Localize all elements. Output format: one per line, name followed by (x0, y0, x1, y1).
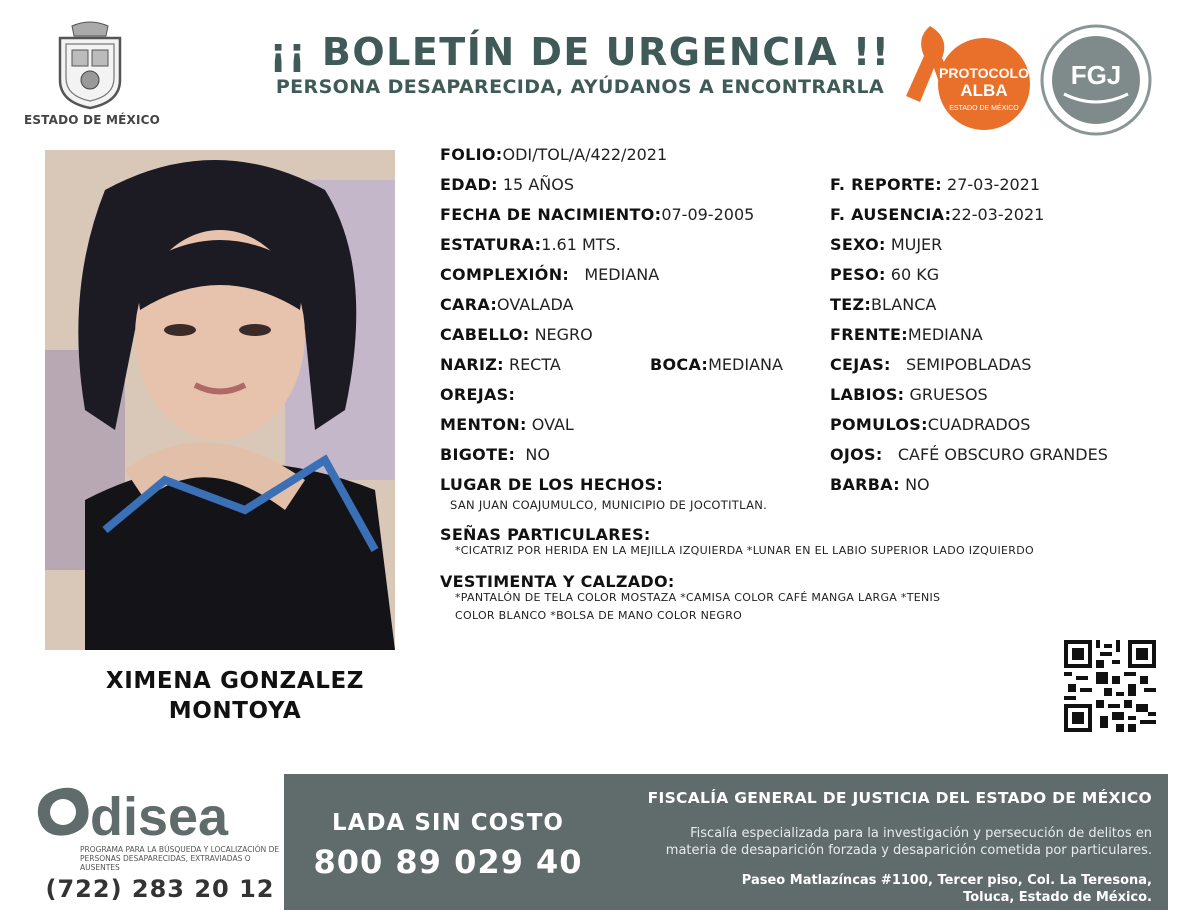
field-senas (440, 525, 651, 544)
fgj-seal-logo (1040, 24, 1152, 136)
field-lugar-value: SAN JUAN COAJUMULCO, MUNICIPIO DE JOCOTITLAN. (450, 498, 768, 512)
fgj-text: FGJ (1070, 60, 1122, 90)
field-nariz-value: RECTA (508, 355, 561, 374)
field-tez (830, 295, 936, 314)
qr-code-icon (1064, 640, 1156, 732)
field-ausencia-value: 22-03-2021 (951, 205, 1045, 224)
bulletin-title: ¡¡ BOLETÍN DE URGENCIA !! (269, 30, 891, 74)
field-reporte-label: F. REPORTE: (830, 175, 942, 194)
field-ojos (830, 445, 1108, 464)
missing-person-photo (45, 150, 395, 650)
field-reporte (830, 175, 1040, 194)
lada-number: 800 89 029 40 (313, 843, 583, 881)
odisea-tagline: PROGRAMA PARA LA BÚSQUEDA Y LOCALIZACIÓN DE PERSONAS DESAPARECIDAS, EXTRAVIADAS O AUSENTES (80, 845, 280, 872)
field-complexion (440, 265, 659, 284)
field-barba (830, 475, 930, 494)
field-sexo-label: SEXO: (830, 235, 886, 254)
field-sexo-value: MUJER (890, 235, 943, 254)
field-peso-label: PESO: (830, 265, 886, 284)
field-cara-value: OVALADA (497, 295, 574, 314)
field-ausencia-label: F. AUSENCIA: (830, 205, 952, 224)
protocolo-alba-logo (900, 22, 1032, 134)
field-cejas (830, 355, 1031, 374)
alba-line3: ESTADO DE MÉXICO (949, 105, 1019, 112)
alba-line1: PROTOCOLO (939, 65, 1029, 81)
fiscalia-address-line1: Paseo Matlazíncas #1100, Tercer piso, Col. La Teresona, (741, 873, 1152, 888)
field-edad (440, 175, 574, 194)
field-pomulos-label: POMULOS: (830, 415, 928, 434)
field-frente-value: MEDIANA (907, 325, 983, 344)
field-senas-value: *CICATRIZ POR HERIDA EN LA MEJILLA IZQUIERDA *LUNAR EN EL LABIO SUPERIOR LADO IZQUIERDO (455, 544, 1034, 557)
field-cabello-value: NEGRO (534, 325, 593, 344)
field-senas-label: SEÑAS PARTICULARES: (440, 525, 651, 544)
field-labios-value: GRUESOS (909, 385, 988, 404)
field-peso-value: 60 KG (890, 265, 940, 284)
field-menton (440, 415, 574, 434)
person-name-line2: MONTOYA (168, 698, 302, 724)
field-sexo (830, 235, 942, 254)
field-nacimiento (440, 205, 754, 224)
field-edad-label: EDAD: (440, 175, 498, 194)
fiscalia-desc-line2: materia de desaparición forzada y desaparición cometida por particulares. (665, 843, 1152, 858)
field-frente (830, 325, 983, 344)
field-cara (440, 295, 573, 314)
field-cabello (440, 325, 593, 344)
field-peso (830, 265, 939, 284)
field-vestimenta-line1: *PANTALÓN DE TELA COLOR MOSTAZA *CAMISA COLOR CAFÉ MANGA LARGA *TENIS (455, 591, 941, 604)
field-cabello-label: CABELLO: (440, 325, 530, 344)
fiscalia-desc-line1: Fiscalía especializada para la investigación y persecución de delitos en (690, 826, 1152, 841)
field-folio-value: ODI/TOL/A/422/2021 (502, 145, 668, 164)
alba-line2: ALBA (960, 81, 1008, 100)
field-ausencia (830, 205, 1044, 224)
field-edad-value: 15 AÑOS (502, 175, 574, 194)
field-folio-label: FOLIO: (440, 145, 503, 164)
field-pomulos-value: CUADRADOS (927, 415, 1031, 434)
field-nacimiento-value: 07-09-2005 (661, 205, 755, 224)
fiscalia-address-line2: Toluca, Estado de México. (963, 890, 1152, 905)
field-estatura (440, 235, 621, 254)
field-estatura-value: 1.61 MTS. (541, 235, 621, 254)
field-cara-label: CARA: (440, 295, 498, 314)
field-bigote-value: NO (525, 445, 550, 464)
field-boca-label: BOCA: (650, 355, 709, 374)
field-nariz-label: NARIZ: (440, 355, 504, 374)
field-orejas (440, 385, 515, 404)
field-orejas-label: OREJAS: (440, 385, 516, 404)
field-complexion-value: MEDIANA (584, 265, 660, 284)
field-menton-value: OVAL (531, 415, 574, 434)
field-boca-value: MEDIANA (708, 355, 783, 374)
fiscalia-description (600, 825, 1152, 859)
lada-label: LADA SIN COSTO (332, 810, 564, 836)
person-name-line1: XIMENA GONZALEZ (105, 668, 365, 694)
field-nacimiento-label: FECHA DE NACIMIENTO: (440, 205, 662, 224)
field-tez-value: BLANCA (871, 295, 937, 314)
field-labios (830, 385, 988, 404)
field-bigote-label: BIGOTE: (440, 445, 516, 464)
odisea-phone: (722) 283 20 12 (45, 875, 275, 903)
field-ojos-value: CAFÉ OBSCURO GRANDES (897, 445, 1108, 464)
field-vestimenta (440, 572, 675, 591)
field-lugar (440, 475, 663, 494)
field-complexion-label: COMPLEXIÓN: (440, 265, 570, 284)
field-tez-label: TEZ: (830, 295, 872, 314)
field-bigote (440, 445, 550, 464)
fiscalia-address (600, 872, 1152, 906)
field-menton-label: MENTON: (440, 415, 527, 434)
estado-de-mexico-crest-icon (50, 20, 130, 110)
field-reporte-value: 27-03-2021 (947, 175, 1041, 194)
field-labios-label: LABIOS: (830, 385, 905, 404)
fiscalia-title: FISCALÍA GENERAL DE JUSTICIA DEL ESTADO DE MÉXICO (647, 789, 1152, 807)
field-nariz (440, 355, 561, 374)
field-vestimenta-label: VESTIMENTA Y CALZADO: (440, 572, 675, 591)
field-lugar-label: LUGAR DE LOS HECHOS: (440, 475, 664, 494)
field-pomulos (830, 415, 1030, 434)
field-cejas-label: CEJAS: (830, 355, 891, 374)
field-vestimenta-line2: COLOR BLANCO *BOLSA DE MANO COLOR NEGRO (455, 609, 743, 622)
odisea-logo-text: disea (90, 787, 229, 847)
field-frente-label: FRENTE: (830, 325, 908, 344)
person-name (60, 666, 410, 726)
field-folio (440, 145, 667, 164)
field-estatura-label: ESTATURA: (440, 235, 542, 254)
estado-de-mexico-label: ESTADO DE MÉXICO (23, 113, 161, 127)
field-barba-value: NO (905, 475, 930, 494)
field-barba-label: BARBA: (830, 475, 900, 494)
field-cejas-value: SEMIPOBLADAS (906, 355, 1032, 374)
field-ojos-label: OJOS: (830, 445, 883, 464)
field-boca (650, 355, 783, 374)
bulletin-subtitle: PERSONA DESAPARECIDA, AYÚDANOS A ENCONTRARLA (275, 76, 885, 98)
